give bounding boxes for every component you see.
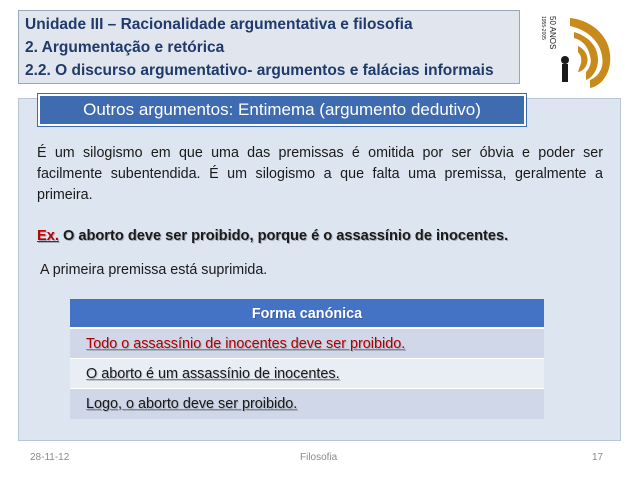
example-text: O aborto deve ser proibido, porque é o assassínio de inocentes.	[58, 228, 509, 244]
example-statement	[37, 228, 508, 244]
figure-silhouette-icon	[561, 56, 569, 82]
example-label: Ex.	[37, 228, 59, 244]
footer-subject: Filosofia	[300, 452, 338, 463]
logo-years-range: 1955-2005	[540, 16, 546, 40]
header-line-section: 2. Argumentação e retórica	[25, 39, 225, 56]
wave-emblem-icon	[570, 18, 610, 88]
table-row	[70, 359, 544, 389]
slide-header	[18, 10, 520, 84]
logo-years-label: 50 ANOS	[548, 16, 557, 50]
major-premise: Todo o assassínio de inocentes deve ser proibido.	[86, 336, 406, 352]
footer-date: 28-11-12	[30, 452, 70, 463]
canonical-form-table	[70, 299, 544, 419]
footer-page-number: 17	[592, 452, 604, 463]
suppressed-premise-note: A primeira premissa está suprimida.	[40, 262, 268, 278]
header-line-unit: Unidade III – Racionalidade argumentativa e filosofia	[25, 16, 413, 33]
minor-premise: O aborto é um assassínio de inocentes.	[86, 366, 340, 382]
conclusion: Logo, o aborto deve ser proibido.	[86, 396, 298, 412]
definition-text: É um silogismo em que uma das premissas é omitida por ser óbvia e poder ser facilmente subentendida. É um silogismo a que falta uma premissa, geralmente a primeira.	[37, 145, 603, 203]
wave-emblem-logo	[530, 10, 620, 90]
table-row	[70, 329, 544, 359]
table-header: Forma canónica	[70, 299, 544, 329]
header-line-subsection: 2.2. O discurso argumentativo- argumentos e falácias informais	[25, 62, 494, 79]
table-row	[70, 389, 544, 419]
slide-subtitle: Outros argumentos: Entimema (argumento dedutivo)	[38, 94, 526, 126]
